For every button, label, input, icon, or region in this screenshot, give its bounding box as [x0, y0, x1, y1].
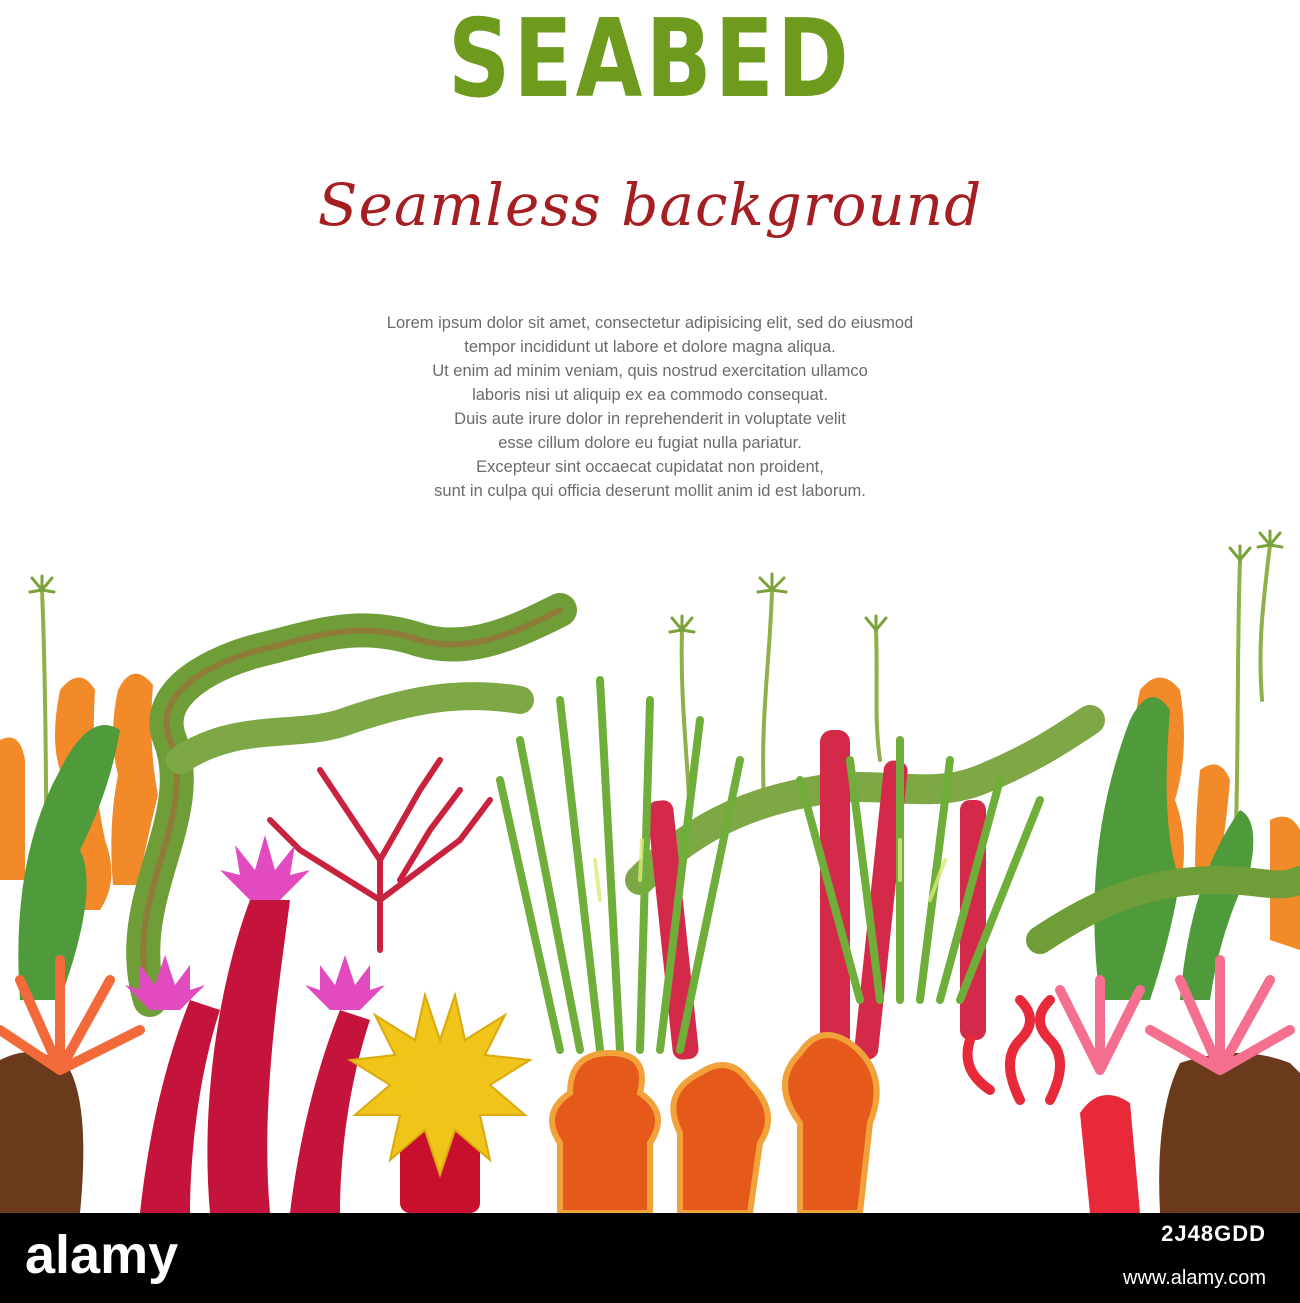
green-grass — [500, 680, 1040, 1050]
orange-sponges — [552, 1035, 877, 1213]
body-line: laboris nisi ut aliquip ex ea commodo consequat. — [472, 386, 828, 404]
stem-starbursts — [30, 531, 1282, 632]
body-line: Excepteur sint occaecat cupidatat non proident, — [476, 458, 824, 476]
poster-title: SEABED — [448, 0, 852, 122]
red-coral-right — [1080, 1095, 1140, 1213]
stem-plants — [42, 545, 1270, 1000]
image-id: 2J48GDD — [1161, 1221, 1266, 1246]
body-text — [250, 311, 1050, 503]
poster-subtitle: Seamless background — [317, 171, 983, 239]
body-line: Ut enim ad minim veniam, quis nostrud exercitation ullamco — [432, 362, 868, 380]
body-line: Lorem ipsum dolor sit amet, consectetur adipisicing elit, sed do eiusmod — [386, 314, 914, 332]
red-tubes — [140, 900, 370, 1213]
body-line: tempor incididunt ut labore et dolore magna aliqua. — [464, 338, 836, 356]
seabed-illustration — [0, 520, 1300, 1213]
footer-url[interactable]: www.alamy.com — [1123, 1267, 1266, 1289]
alamy-logo — [25, 1227, 255, 1287]
red-branch-coral — [270, 760, 490, 950]
body-line: esse cillum dolore eu fugiat nulla pariatur. — [498, 434, 802, 452]
yellow-anemone — [350, 995, 530, 1213]
body-line: Duis aute irure dolor in reprehenderit in voluptate velit — [454, 410, 846, 428]
body-line: sunt in culpa qui officia deserunt mollit anim id est laborum. — [434, 482, 866, 500]
footer-bar — [0, 1213, 1300, 1303]
svg-text:alamy: alamy — [25, 1227, 179, 1285]
